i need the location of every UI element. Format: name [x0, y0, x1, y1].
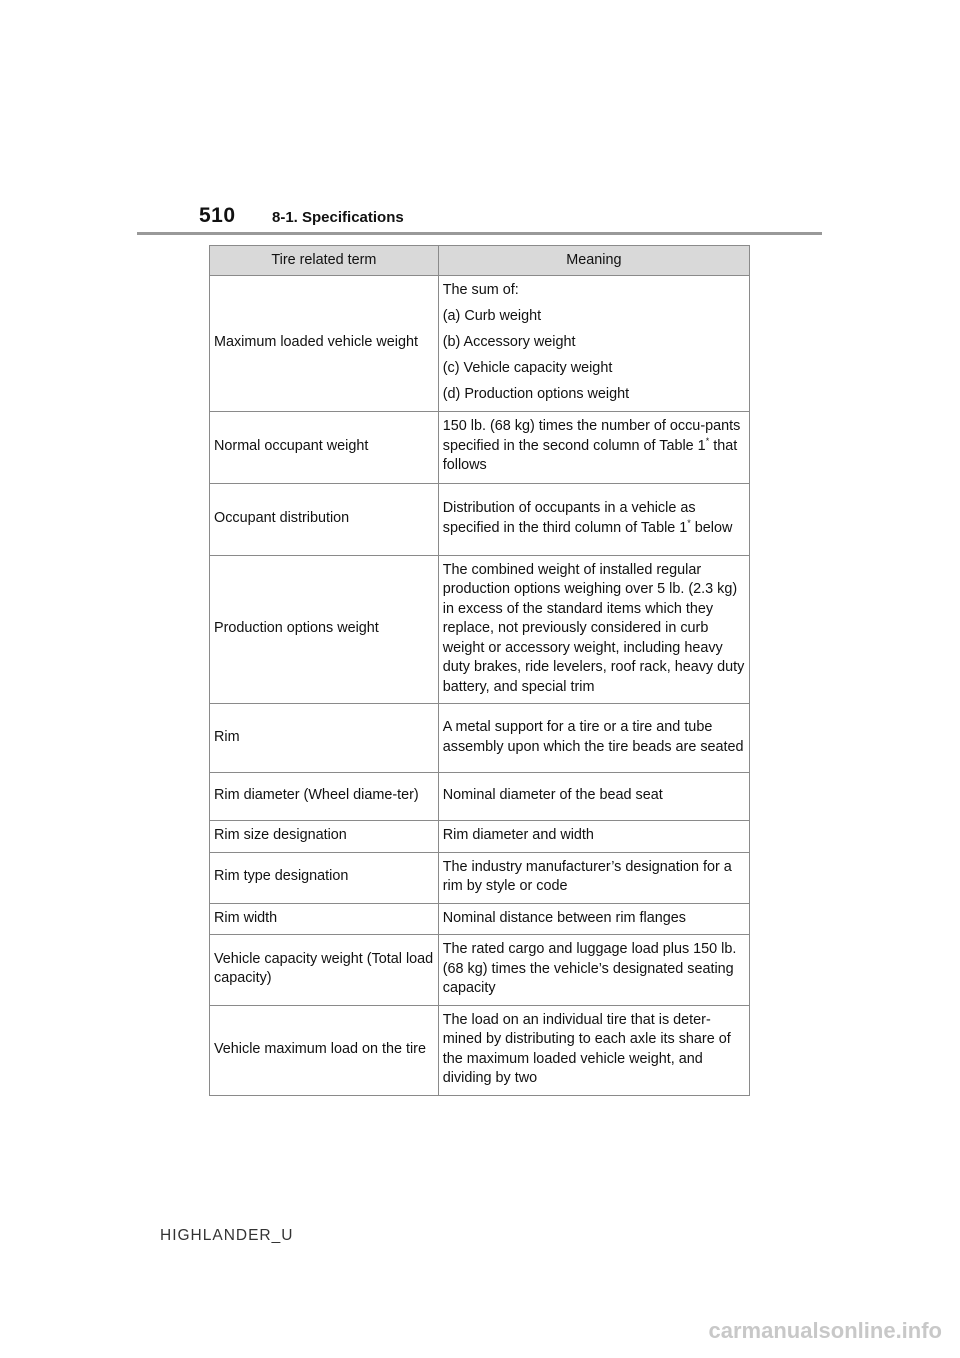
meaning-cell: Rim diameter and width: [438, 821, 749, 853]
meaning-text-tail: below: [690, 519, 733, 536]
table-row: [210, 704, 750, 773]
site-watermark[interactable]: carmanualsonline.info: [708, 1318, 942, 1343]
meaning-cell: The combined weight of installed regular production options weighing over 5 lb. (2.3 kg) in excess of the standard items which they replace, not previously considered in curb weight or accessory weight, including heavy duty brakes, ride levelers, roof rack, heavy duty battery, and special trim: [438, 555, 749, 704]
term-cell: Production options weight: [210, 555, 439, 704]
meaning-line: The sum of:: [442, 282, 519, 298]
meaning-cell: The industry manufacturer’s designation for a rim by style or code: [438, 852, 749, 903]
table-header-row: [210, 246, 750, 276]
footnote-marker: *: [705, 435, 710, 446]
meaning-cell: [438, 276, 749, 412]
page-number: 510: [199, 204, 236, 227]
header-rule: [137, 232, 822, 235]
meaning-line: (d) Production options weight: [442, 386, 630, 402]
column-header-meaning: Meaning: [438, 246, 749, 276]
term-cell: Occupant distribution: [210, 483, 439, 555]
table-row: [210, 483, 750, 555]
term-cell: Maximum loaded vehicle weight: [210, 276, 439, 412]
meaning-cell: A metal support for a tire or a tire and tube assembly upon which the tire beads are seated: [438, 704, 749, 773]
meaning-cell: [438, 411, 749, 483]
table-row: [210, 773, 750, 821]
meaning-line: (b) Accessory weight: [442, 334, 576, 350]
term-cell: Normal occupant weight: [210, 411, 439, 483]
table-row: [210, 276, 750, 412]
meaning-text: Distribution of occupants in a vehicle as specified in the third column of Table 1: [442, 500, 696, 536]
meaning-text-tail: that follows: [442, 437, 738, 474]
meaning-text: 150 lb. (68 kg) times the number of occu-pants specified in the second column of Table 1: [442, 418, 741, 454]
meaning-cell: Nominal distance between rim flanges: [438, 903, 749, 935]
term-cell: Rim size designation: [210, 821, 439, 853]
table-row: [210, 903, 750, 935]
model-footer: HIGHLANDER_U: [160, 1227, 294, 1244]
meaning-cell: Nominal diameter of the bead seat: [438, 773, 749, 821]
meaning-line: (c) Vehicle capacity weight: [442, 360, 613, 376]
term-cell: Vehicle maximum load on the tire: [210, 1005, 439, 1095]
term-cell: Rim: [210, 704, 439, 773]
table-row: [210, 935, 750, 1006]
column-header-term: Tire related term: [210, 246, 439, 276]
meaning-cell: The load on an individual tire that is deter-mined by distributing to each axle its share of the maximum loaded vehicle weight, and dividing by two: [438, 1005, 749, 1095]
section-title: 8-1. Specifications: [272, 209, 404, 226]
tire-terms-table: [209, 245, 750, 1096]
table-row: [210, 821, 750, 853]
meaning-cell: [438, 483, 749, 555]
term-cell: Rim type designation: [210, 852, 439, 903]
meaning-cell: The rated cargo and luggage load plus 150 lb. (68 kg) times the vehicle’s designated seating capacity: [438, 935, 749, 1006]
table-row: [210, 555, 750, 704]
table-row: [210, 411, 750, 483]
footnote-marker: *: [687, 517, 691, 528]
term-cell: Rim diameter (Wheel diame-ter): [210, 773, 439, 821]
table-row: [210, 1005, 750, 1095]
term-cell: Rim width: [210, 903, 439, 935]
table-row: [210, 852, 750, 903]
term-cell: Vehicle capacity weight (Total load capacity): [210, 935, 439, 1006]
meaning-line: (a) Curb weight: [442, 308, 542, 324]
